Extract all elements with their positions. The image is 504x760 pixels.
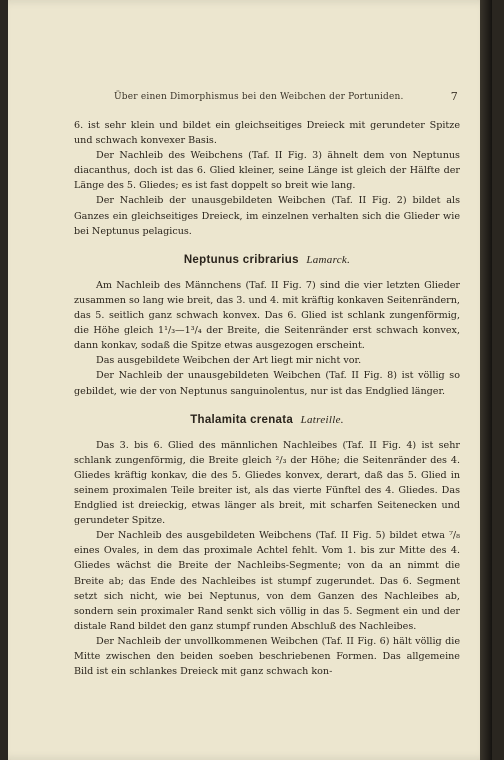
paragraph: Der Nachleib der unausgebildeten Weibchen (Taf. II Fig. 2) bildet als Ganzes ein gleichseitiges Dreieck, im einzelnen verhalten sich die Glieder wie bei Neptunus pelagicus.	[74, 195, 460, 237]
paragraph: Das ausgebildete Weibchen der Art liegt mir nicht vor.	[96, 355, 362, 367]
section-title: Neptunus cribrarius	[183, 253, 299, 266]
page-edge-shadow	[480, 0, 492, 760]
paragraph: Der Nachleib des Weibchens (Taf. II Fig. 3) ähnelt dem von Neptunus diacanthus, doch ist das 6. Glied kleiner, seine Länge ist gleich der Hälfte der Länge des 5. Gliedes; es ist fast doppelt so breit wie lang.	[74, 150, 460, 192]
page-number: 7	[450, 90, 458, 103]
paragraph-group-neptunus-cribrarius	[74, 278, 460, 399]
paragraph: 6. ist sehr klein und bildet ein gleichseitiges Dreieck mit gerundeter Spitze und schwach konvexer Basis.	[74, 120, 460, 147]
paragraph: Am Nachleib des Männchens (Taf. II Fig. 7) sind die vier letzten Glieder zusammen so lang wie breit, das 3. und 4. mit kräftig konkaven Seitenrändern, das 5. seitlich ganz schwach konvex. Das 6. Glied ist schlank zungenförmig, die Höhe gleich 1¹/₃—1³/₄ der Breite, die Seitenränder erst schwach konvex, dann konkav, sodaß die Spitze etwas ausgezogen erscheint.	[74, 279, 460, 352]
section-author: Lamarck.	[306, 253, 351, 266]
paragraph-group-intro	[74, 118, 460, 239]
section-heading-thalamita-crenata	[74, 413, 460, 428]
paragraph: Der Nachleib der unvollkommenen Weibchen (Taf. II Fig. 6) hält völlig die Mitte zwischen den beiden soeben beschriebenen Formen. Das allgemeine Bild ist ein schlankes Dreieck mit ganz schwach kon-	[74, 635, 460, 678]
section-heading-neptunus-cribrarius	[74, 253, 460, 268]
paragraph: Der Nachleib der unausgebildeten Weibchen (Taf. II Fig. 8) ist völlig so gebildet, wie der von Neptunus sanguinolentus, nur ist das Endglied länger.	[74, 370, 460, 397]
running-header	[74, 90, 462, 106]
running-head-title: Über einen Dimorphismus bei den Weibchen der Portuniden.	[114, 92, 404, 102]
section-author: Latreille.	[300, 413, 344, 426]
page-body	[74, 118, 460, 679]
section-title: Thalamita crenata	[190, 413, 294, 426]
book-page	[8, 0, 492, 760]
paragraph: Das 3. bis 6. Glied des männlichen Nachleibes (Taf. II Fig. 4) ist sehr schlank zungenförmig, die Breite gleich ²/₃ der Höhe; die Seitenränder des 4. Gliedes kräftig konkav, die des 5. Gliedes konvex, derart, daß das 5. Glied in seinem proximalen Teile breiter ist, als das vierte Fünftel des 4. Gliedes. Das Endglied ist dreieckig, etwas länger als breit, mit scharfen Seitenecken und gerundeter Spitze.	[74, 439, 460, 527]
paragraph: Der Nachleib des ausgebildeten Weibchens (Taf. II Fig. 5) bildet etwa ⁷/₈ eines Ovales, in dem das proximale Achtel fehlt. Vom 1. bis zur Mitte des 4. Gliedes wächst die Breite der Nachleibs-Segmente; von da an nimmt die Breite ab; das Ende des Nachleibes ist stumpf zugerundet. Das 6. Segment setzt sich nicht, wie bei Neptunus, von dem Ganzen des Nachleibes ab, sondern sein proximaler Rand senkt sich völlig in das 5. Segment ein und der distale Rand bildet den ganz stumpf runden Abschluß des Nachleibes.	[74, 530, 460, 632]
paragraph-group-thalamita-crenata	[74, 438, 460, 680]
